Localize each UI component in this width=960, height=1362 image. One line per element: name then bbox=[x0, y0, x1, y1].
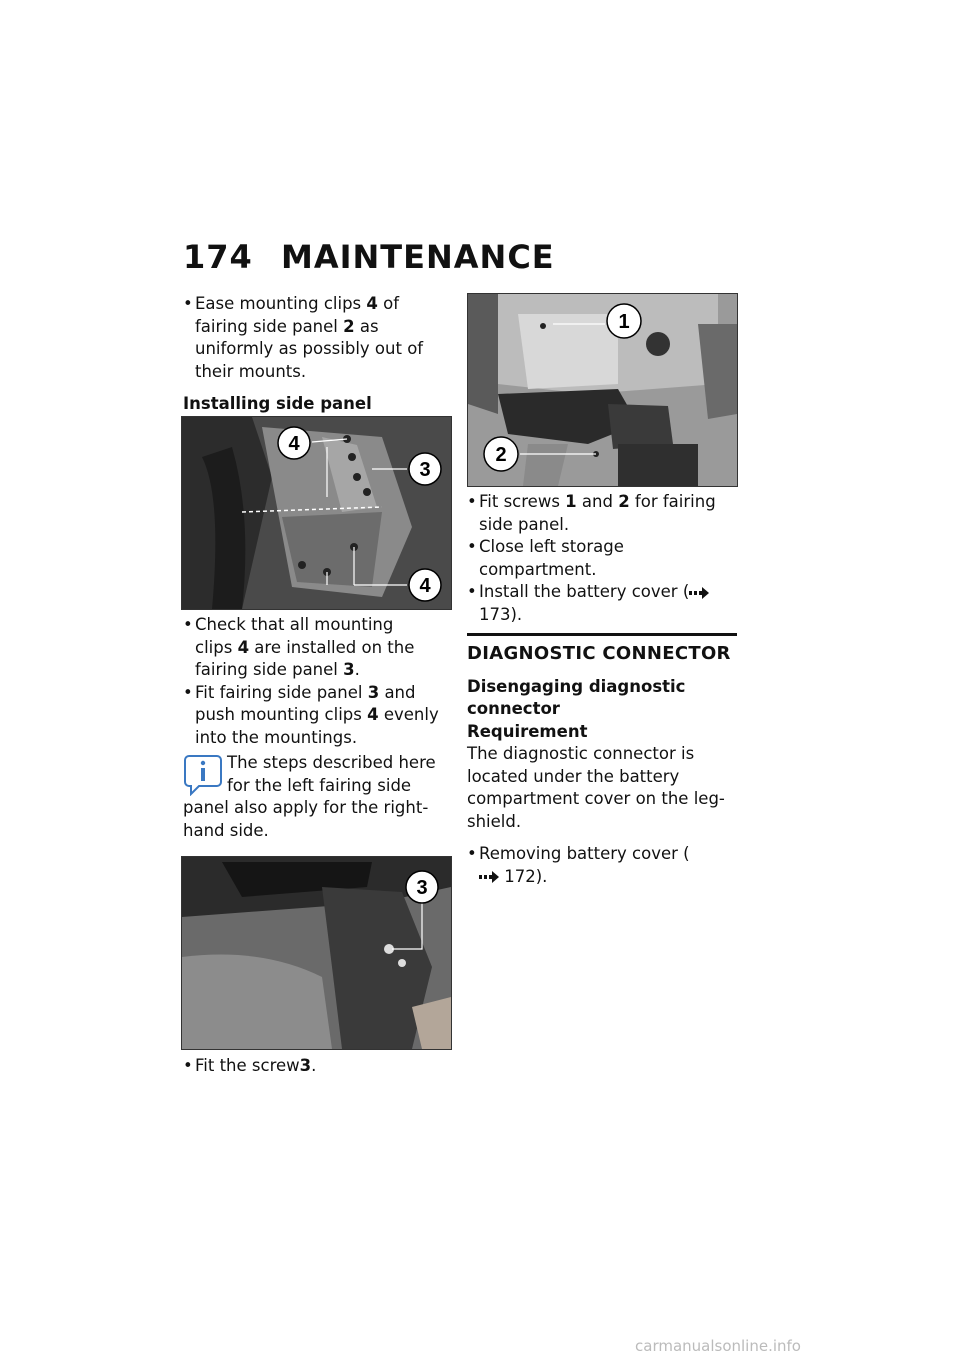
page-header bbox=[183, 238, 555, 276]
arrow-right-icon bbox=[479, 871, 499, 883]
callout-3 bbox=[409, 453, 441, 485]
bullet-ease-clips: • Ease mounting clips 4 of fairing side panel 2 as uniformly as possibly out of their mounts. bbox=[183, 293, 453, 383]
callout-4-top bbox=[278, 427, 310, 459]
svg-text:2: 2 bbox=[495, 444, 507, 466]
figure-fit-screw bbox=[181, 856, 452, 1050]
callout-1 bbox=[607, 304, 641, 338]
svg-text:4: 4 bbox=[288, 433, 300, 455]
svg-text:3: 3 bbox=[416, 877, 428, 899]
requirement-text: The diagnostic connector is located under the battery compartment cover on the leg-shield. bbox=[467, 744, 725, 831]
right-steps bbox=[467, 491, 737, 626]
info-icon bbox=[183, 752, 223, 796]
left-intro bbox=[183, 293, 453, 416]
page-ref-173[interactable]: 173 bbox=[479, 604, 511, 624]
installing-heading: Installing side panel bbox=[183, 394, 372, 413]
bullet-fit-screws: • Fit screws 1 and 2 for fairing side panel. bbox=[467, 491, 737, 536]
bullet-check-clips: • Check that all mounting clips 4 are installed on the fairing side panel 3. bbox=[183, 614, 453, 682]
left-final-step bbox=[183, 1055, 453, 1078]
note-right-side bbox=[183, 752, 453, 842]
section-divider bbox=[467, 633, 737, 636]
page-ref-172[interactable]: 172 bbox=[504, 866, 536, 886]
svg-text:4: 4 bbox=[419, 575, 431, 597]
section-title: DIAGNOSTIC CONNECTOR bbox=[467, 643, 731, 664]
bullet-install-cover: • Install the battery cover ( 173). bbox=[467, 581, 737, 626]
page-number: 174 bbox=[183, 238, 253, 276]
bullet-close-storage: • Close left storage compartment. bbox=[467, 536, 737, 581]
bullet-remove-cover: • Removing battery cover ( 172). bbox=[467, 843, 737, 888]
bullet-fit-panel: • Fit fairing side panel 3 and push mounting clips 4 evenly into the mountings. bbox=[183, 682, 453, 750]
svg-text:1: 1 bbox=[618, 311, 630, 333]
arrow-right-icon bbox=[689, 587, 709, 599]
left-install-steps bbox=[183, 614, 453, 749]
sub-heading: Disengaging diagnostic connector bbox=[467, 676, 686, 718]
callout-2 bbox=[484, 437, 518, 471]
page-title: MAINTENANCE bbox=[281, 238, 555, 276]
watermark: carmanualsonline.info bbox=[635, 1337, 801, 1355]
requirement-label: Requirement bbox=[467, 721, 588, 741]
callout-3 bbox=[406, 871, 438, 903]
svg-text:3: 3 bbox=[419, 459, 431, 481]
diagnostic-section bbox=[467, 643, 737, 888]
figure-side-panel-clips bbox=[181, 416, 452, 610]
figure-fit-screws-1-2 bbox=[467, 293, 738, 487]
note-text: The steps described here for the left fairing side panel also apply for the right-hand side. bbox=[183, 753, 436, 840]
bullet-fit-screw: • Fit the screw3. bbox=[183, 1055, 453, 1078]
callout-4-bottom bbox=[409, 569, 441, 601]
